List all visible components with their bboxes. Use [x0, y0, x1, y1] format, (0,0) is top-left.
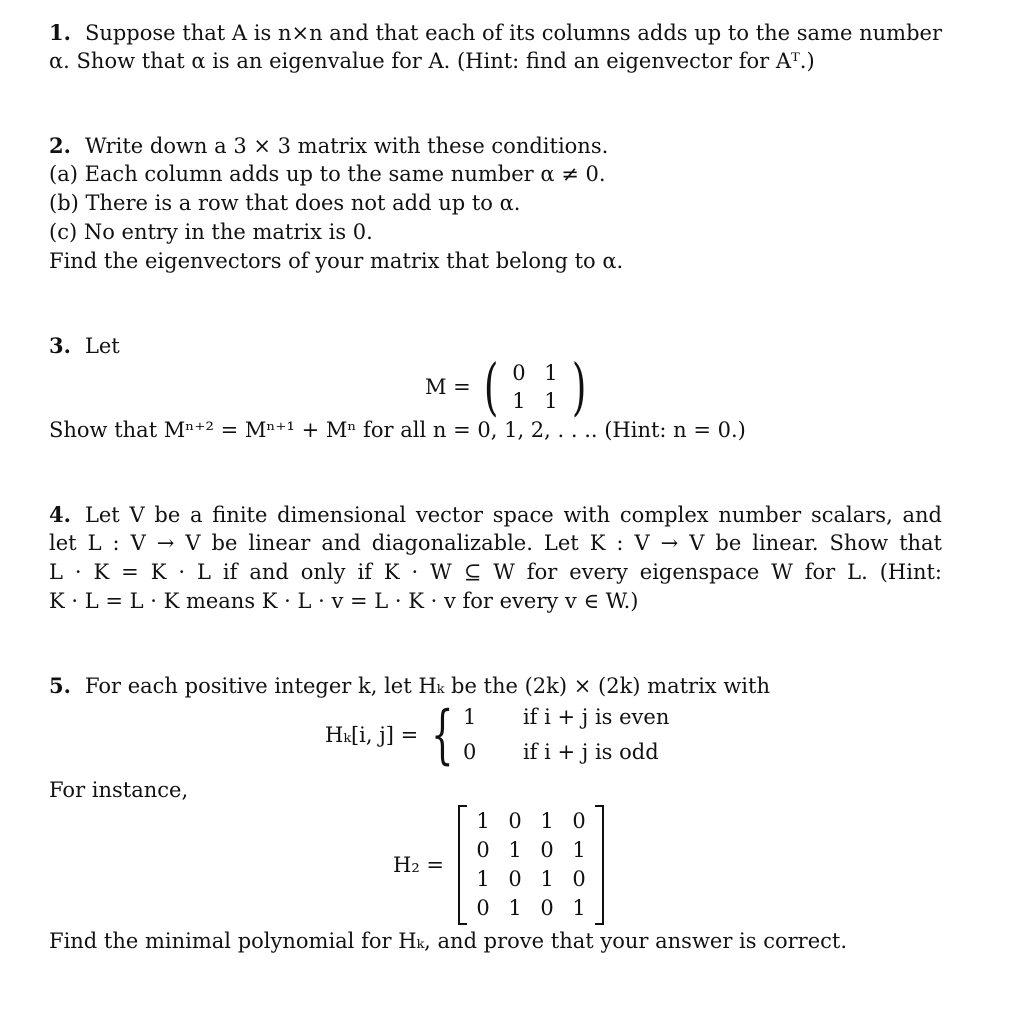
h2-cell: 0 — [476, 896, 490, 920]
h2-cell: 0 — [540, 896, 554, 920]
h2-cell: 0 — [476, 838, 490, 862]
matrix-m: ( 0 1 1 1 ) — [483, 350, 587, 423]
problem-5-example-intro: For instance, — [49, 778, 189, 802]
problem-5-closing: Find the minimal polynomial for Hₖ, and prove that your answer is correct. — [49, 929, 848, 953]
h2-cell: 0 — [540, 838, 554, 862]
h2-cell: 0 — [508, 867, 522, 891]
problem-2-condition-c: (c) No entry in the matrix is 0. — [49, 220, 373, 244]
problem-5-intro: For each positive integer k, let Hₖ be the (2k) × (2k) matrix with — [84, 674, 770, 698]
right-bracket — [595, 805, 604, 925]
problem-4-line-3: L · K = K · L if and only if K · W ⊆ W for every eigenspace W for L. (Hint: — [49, 560, 942, 584]
problem-4-number: 4. — [49, 502, 71, 527]
h2-label: H₂ = — [393, 852, 445, 877]
h2-cell: 1 — [476, 867, 490, 891]
h2-equation — [393, 805, 604, 925]
problem-3 — [49, 331, 942, 445]
matrix-m-cell: 1 — [512, 389, 526, 413]
matrix-m-entries — [503, 359, 567, 415]
problem-2 — [49, 131, 942, 276]
matrix-m-cell: 1 — [544, 361, 558, 385]
matrix-m-cell: 0 — [512, 361, 526, 385]
h2-cell: 1 — [508, 896, 522, 920]
problem-2-closing: Find the eigenvectors of your matrix that belong to α. — [49, 249, 624, 273]
problem-2-condition-a: (a) Each column adds up to the same number α ≠ 0. — [49, 162, 606, 186]
case-condition: if i + j is even — [522, 705, 670, 729]
hk-definition-label: Hₖ[i, j] = — [325, 722, 419, 747]
h2-cell: 1 — [572, 838, 586, 862]
problem-1-text-1: Suppose that A is n×n and that each of its columns adds up to the same number — [84, 21, 942, 45]
problem-2-condition-b: (b) There is a row that does not add up to α. — [49, 191, 521, 215]
problem-3-display — [49, 350, 942, 423]
problem-4-line-1 — [49, 500, 942, 529]
cases-brace: { — [431, 698, 454, 772]
problem-1-number: 1. — [49, 20, 71, 45]
left-bracket — [458, 805, 467, 925]
problem-3-intro: Let — [84, 334, 120, 358]
h2-cell: 1 — [508, 838, 522, 862]
problem-4-text-1: Let V be a finite dimensional vector space with complex number scalars, and — [84, 503, 942, 527]
problem-5-definition — [49, 696, 942, 776]
h2-matrix — [458, 805, 604, 925]
problem-2-intro-line — [49, 131, 942, 160]
problem-4-line-2: let L : V → V be linear and diagonalizable. Let K : V → V be linear. Show that — [49, 531, 942, 555]
h2-cell: 0 — [572, 867, 586, 891]
problem-1-line-2: α. Show that α is an eigenvalue for A. (Hint: find an eigenvector for Aᵀ.) — [49, 49, 815, 73]
problem-5 — [49, 671, 942, 956]
problem-1 — [49, 18, 942, 76]
h2-cell: 0 — [508, 809, 522, 833]
matrix-m-label: M = — [425, 374, 471, 399]
h2-cell: 1 — [476, 809, 490, 833]
hk-definition — [325, 700, 669, 770]
problem-3-number: 3. — [49, 333, 71, 358]
case-value: 0 — [462, 740, 477, 764]
problem-set — [49, 18, 942, 956]
problem-1-line-1 — [49, 18, 942, 47]
problem-3-closing: Show that Mⁿ⁺² = Mⁿ⁺¹ + Mⁿ for all n = 0, 1, 2, . . .. (Hint: n = 0.) — [49, 418, 746, 442]
hk-cases — [463, 700, 669, 770]
matrix-m-equation — [425, 350, 591, 423]
problem-5-example — [49, 805, 942, 927]
case-condition: if i + j is odd — [522, 740, 659, 764]
problem-2-number: 2. — [49, 133, 71, 158]
h2-cell: 1 — [572, 896, 586, 920]
problem-4-line-4: K · L = L · K means K · L · v = L · K · v for every v ∈ W.) — [49, 589, 639, 613]
problem-5-number: 5. — [49, 673, 71, 698]
h2-matrix-entries — [467, 807, 595, 923]
problem-4 — [49, 500, 942, 616]
problem-2-intro: Write down a 3 × 3 matrix with these conditions. — [84, 134, 609, 158]
matrix-m-cell: 1 — [544, 389, 558, 413]
h2-cell: 1 — [540, 809, 554, 833]
case-value: 1 — [462, 705, 477, 729]
h2-cell: 1 — [540, 867, 554, 891]
h2-cell: 0 — [572, 809, 586, 833]
